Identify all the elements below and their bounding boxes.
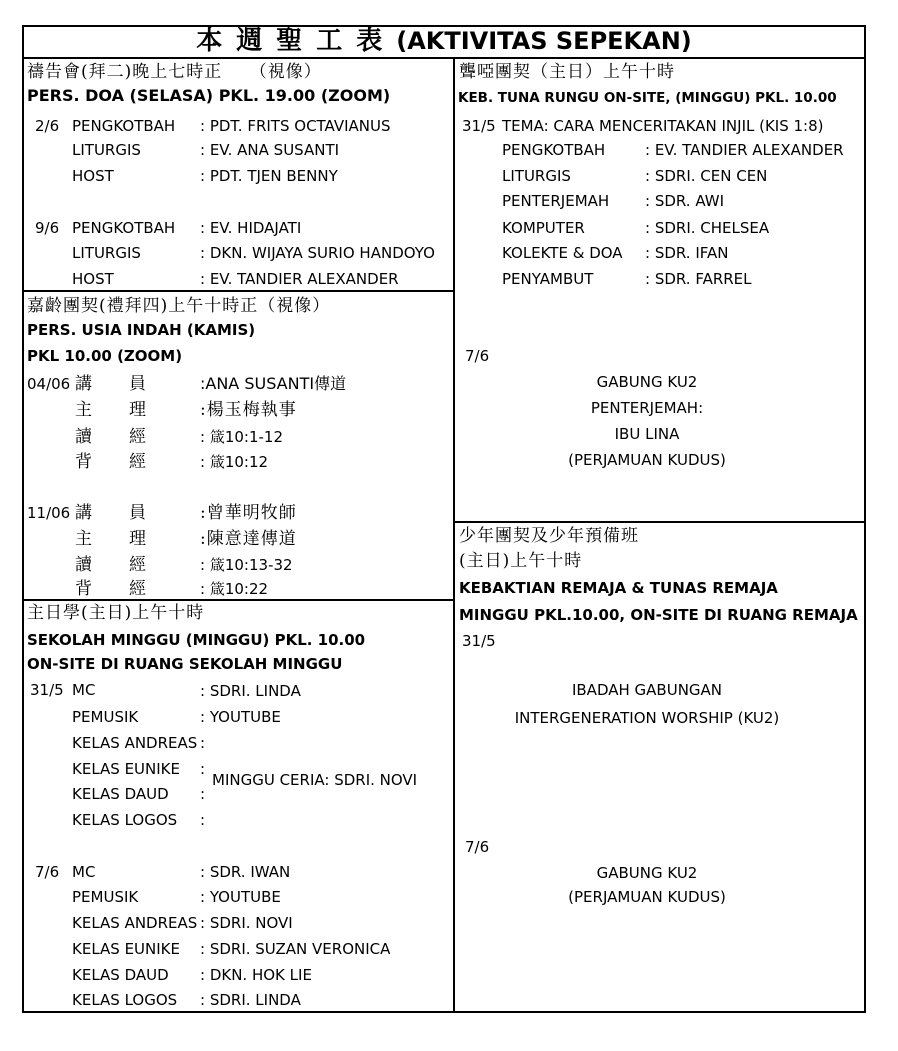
divider-left-1 bbox=[22, 290, 454, 292]
tuna-line: GABUNG KU2 bbox=[596, 373, 698, 391]
doa-name: : DKN. WIJAYA SURIO HANDOYO bbox=[200, 244, 435, 262]
sekolah-role: PEMUSIK bbox=[72, 708, 139, 726]
usia-role: 讀 經 bbox=[75, 427, 147, 447]
usia-role: 背 經 bbox=[75, 452, 147, 472]
usia-role: 背 經 bbox=[75, 579, 147, 599]
sekolah-heading-2: ON-SITE DI RUANG SEKOLAH MINGGU bbox=[27, 655, 343, 673]
remaja-line: IBADAH GABUNGAN bbox=[571, 681, 723, 699]
divider-left-2 bbox=[22, 599, 454, 601]
usia-name-text: 箴10:1-12 bbox=[209, 428, 284, 446]
usia-heading-1: PERS. USIA INDAH (KAMIS) bbox=[27, 321, 256, 339]
doa-date-2: 9/6 bbox=[35, 219, 60, 237]
tuna-name: : SDR. AWI bbox=[645, 192, 725, 210]
usia-role: 讀 經 bbox=[75, 555, 147, 575]
remaja-line: GABUNG KU2 bbox=[596, 864, 698, 882]
sekolah-name: : SDRI. LINDA bbox=[200, 682, 301, 700]
usia-name-text: 箴10:12 bbox=[209, 453, 269, 471]
sekolah-name-text: SDRI. SUZAN VERONICA bbox=[209, 940, 391, 958]
title-chinese: 本週聖工表 bbox=[196, 26, 397, 56]
sekolah-name: : DKN. HOK LIE bbox=[200, 966, 312, 984]
tuna-role: PENGKOTBAH bbox=[502, 141, 606, 159]
divider-right-1 bbox=[453, 521, 866, 523]
usia-name-text: 曾華明牧師 bbox=[206, 503, 297, 523]
remaja-date-1: 31/5 bbox=[462, 632, 496, 650]
colon: : bbox=[200, 734, 206, 752]
doa-role: PENGKOTBAH bbox=[72, 117, 176, 135]
sekolah-name: : YOUTUBE bbox=[200, 708, 281, 726]
sekolah-role: MC bbox=[72, 681, 96, 699]
doa-date-1: 2/6 bbox=[35, 117, 60, 135]
sekolah-role: PEMUSIK bbox=[72, 888, 139, 906]
tuna-name: : SDR. FARREL bbox=[645, 270, 752, 288]
usia-role: 主 理 bbox=[75, 400, 147, 420]
sekolah-heading-zh: 主日學(主日)上午十時 bbox=[27, 603, 205, 623]
page-title bbox=[22, 25, 866, 59]
doa-name: : PDT. FRITS OCTAVIANUS bbox=[200, 117, 391, 135]
usia-heading-2: PKL 10.00 (ZOOM) bbox=[27, 347, 183, 365]
remaja-date-2: 7/6 bbox=[465, 838, 490, 856]
usia-name: :楊玉梅執事 bbox=[200, 400, 297, 420]
doa-name: : EV. ANA SUSANTI bbox=[200, 141, 340, 159]
usia-name: : 箴10:12 bbox=[200, 453, 269, 471]
tuna-name: : EV. TANDIER ALEXANDER bbox=[645, 141, 844, 159]
remaja-heading-2: MINGGU PKL.10.00, ON-SITE DI RUANG REMAJA bbox=[459, 606, 858, 624]
usia-role: 講 員 bbox=[75, 503, 147, 523]
doa-role: HOST bbox=[72, 167, 114, 185]
doa-role: LITURGIS bbox=[72, 244, 141, 262]
remaja-heading-1: KEBAKTIAN REMAJA & TUNAS REMAJA bbox=[459, 579, 778, 597]
sekolah-role: KELAS EUNIKE bbox=[72, 940, 180, 958]
sekolah-role: KELAS EUNIKE bbox=[72, 760, 180, 778]
sekolah-name-text: SDRI. LINDA bbox=[209, 991, 301, 1009]
sekolah-date-2: 7/6 bbox=[35, 863, 60, 881]
doa-heading: PERS. DOA (SELASA) PKL. 19.00 (ZOOM) bbox=[27, 86, 391, 105]
colon: : bbox=[200, 760, 206, 778]
tuna-line: PENTERJEMAH: bbox=[590, 399, 704, 417]
usia-name: :陳意達傳道 bbox=[200, 529, 297, 549]
sekolah-name-text: YOUTUBE bbox=[209, 888, 281, 906]
tuna-role: LITURGIS bbox=[502, 167, 571, 185]
remaja-heading-zh-1: 少年團契及少年預備班 bbox=[459, 526, 639, 546]
usia-heading-zh: 嘉齡團契(禮拜四)上午十時正（視像） bbox=[27, 296, 331, 316]
usia-name-text: 箴10:13-32 bbox=[209, 556, 293, 574]
tuna-role: PENTERJEMAH bbox=[502, 192, 610, 210]
usia-name: : 箴10:1-12 bbox=[200, 428, 284, 446]
tuna-line: (PERJAMUAN KUDUS) bbox=[568, 451, 726, 469]
tuna-date-2: 7/6 bbox=[465, 347, 490, 365]
sekolah-name: : YOUTUBE bbox=[200, 888, 281, 906]
usia-name-text: 楊玉梅執事 bbox=[206, 400, 297, 420]
sekolah-name-text: SDRI. LINDA bbox=[209, 682, 301, 700]
usia-name: : 箴10:13-32 bbox=[200, 556, 293, 574]
tuna-name: : SDR. IFAN bbox=[645, 244, 729, 262]
remaja-heading-zh-2: (主日)上午十時 bbox=[459, 551, 583, 571]
sekolah-heading-1: SEKOLAH MINGGU (MINGGU) PKL. 10.00 bbox=[27, 631, 366, 649]
sekolah-name-text: SDRI. NOVI bbox=[209, 914, 293, 932]
sekolah-role: KELAS DAUD bbox=[72, 785, 169, 803]
doa-heading-zh: 禱告會(拜二)晚上七時正 （視像） bbox=[27, 62, 322, 82]
sekolah-name: : SDRI. SUZAN VERONICA bbox=[200, 940, 391, 958]
usia-date-1: 04/06 bbox=[27, 375, 71, 393]
sekolah-role: KELAS LOGOS bbox=[72, 811, 178, 829]
usia-name-text: ANA SUSANTI傳道 bbox=[205, 374, 347, 393]
usia-name: : 箴10:22 bbox=[200, 580, 269, 598]
usia-date-2: 11/06 bbox=[27, 504, 71, 522]
remaja-line: (PERJAMUAN KUDUS) bbox=[568, 888, 726, 906]
sekolah-role: KELAS ANDREAS bbox=[72, 914, 198, 932]
usia-role: 主 理 bbox=[75, 529, 147, 549]
sekolah-name: : SDR. IWAN bbox=[200, 863, 291, 881]
colon: : bbox=[200, 785, 206, 803]
tuna-role: PENYAMBUT bbox=[502, 270, 594, 288]
sekolah-role: KELAS DAUD bbox=[72, 966, 169, 984]
doa-role: PENGKOTBAH bbox=[72, 219, 176, 237]
doa-name: : EV. HIDAJATI bbox=[200, 219, 302, 237]
doa-name: : PDT. TJEN BENNY bbox=[200, 167, 338, 185]
sekolah-role: KELAS LOGOS bbox=[72, 991, 178, 1009]
sekolah-name: : SDRI. LINDA bbox=[200, 991, 301, 1009]
sekolah-name: : SDRI. NOVI bbox=[200, 914, 293, 932]
sekolah-name-text: SDR. IWAN bbox=[209, 863, 291, 881]
tuna-heading-zh: 聾啞團契（主日）上午十時 bbox=[459, 62, 675, 82]
remaja-line: INTERGENERATION WORSHIP (KU2) bbox=[514, 709, 780, 727]
sekolah-name-text: DKN. HOK LIE bbox=[209, 966, 312, 984]
usia-name-text: 陳意達傳道 bbox=[206, 529, 297, 549]
title-indonesian: (AKTIVITAS SEPEKAN) bbox=[396, 27, 692, 55]
doa-role: LITURGIS bbox=[72, 141, 141, 159]
sekolah-date-1: 31/5 bbox=[30, 681, 64, 699]
tuna-date-1: 31/5 bbox=[462, 117, 496, 135]
tuna-role: KOMPUTER bbox=[502, 219, 585, 237]
doa-name: : EV. TANDIER ALEXANDER bbox=[200, 270, 399, 288]
usia-role: 講 員 bbox=[75, 374, 147, 394]
usia-name: :ANA SUSANTI傳道 bbox=[200, 374, 347, 393]
sekolah-merged-name: MINGGU CERIA: SDRI. NOVI bbox=[212, 771, 418, 789]
sekolah-name-text: YOUTUBE bbox=[209, 708, 281, 726]
tuna-name: : SDRI. CEN CEN bbox=[645, 167, 768, 185]
tuna-name: : SDRI. CHELSEA bbox=[645, 219, 770, 237]
tuna-role: KOLEKTE & DOA bbox=[502, 244, 623, 262]
usia-name-text: 箴10:22 bbox=[209, 580, 269, 598]
usia-name: :曾華明牧師 bbox=[200, 503, 297, 523]
tuna-heading: KEB. TUNA RUNGU ON-SITE, (MINGGU) PKL. 10.00 bbox=[458, 90, 837, 106]
doa-role: HOST bbox=[72, 270, 114, 288]
tuna-theme: TEMA: CARA MENCERITAKAN INJIL (KIS 1:8) bbox=[502, 117, 824, 135]
colon: : bbox=[200, 811, 206, 829]
sekolah-role: MC bbox=[72, 863, 96, 881]
sekolah-role: KELAS ANDREAS bbox=[72, 734, 198, 752]
tuna-line: IBU LINA bbox=[614, 425, 680, 443]
